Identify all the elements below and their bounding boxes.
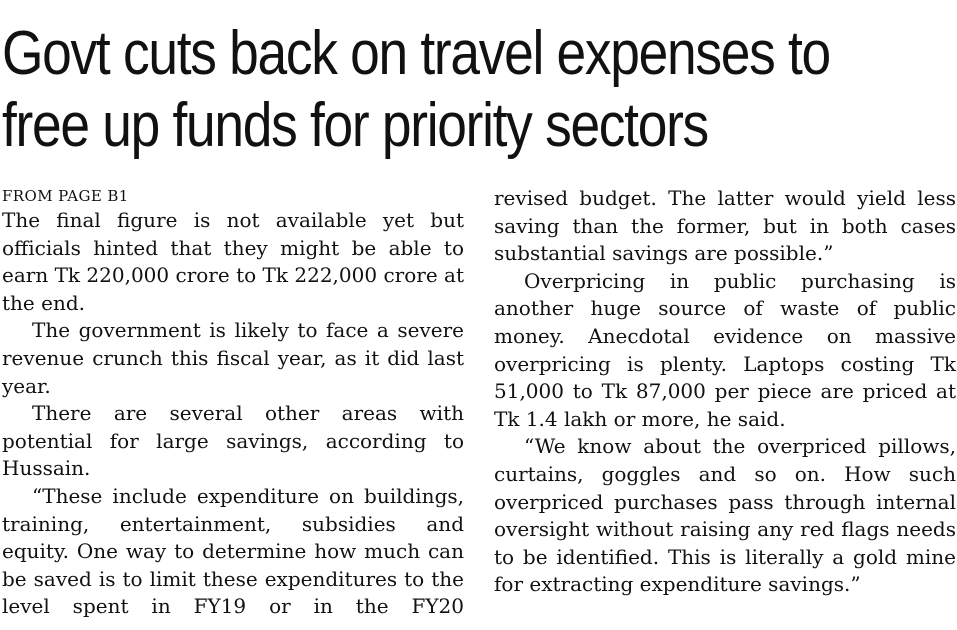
paragraph: “We know about the overpriced pillows, curtains, goggles and so on. How such overpriced purchases pass through internal oversight without raising any red flags needs to be identified. This is literally a gold mine for extracting expenditure savings.” xyxy=(494,434,956,597)
article-column-left xyxy=(2,185,464,621)
article-column-right xyxy=(494,185,956,599)
paragraph: The government is likely to face a severe revenue crunch this fiscal year, as it did last year. xyxy=(2,318,464,398)
headline-line-2: free up funds for priority sectors xyxy=(2,91,708,160)
paragraph: The final figure is not available yet but officials hinted that they might be able to earn Tk 220,000 crore to Tk 222,000 crore at the end. xyxy=(2,208,464,315)
paragraph: There are several other areas with potential for large savings, according to Hussain. xyxy=(2,401,464,481)
paragraph: revised budget. The latter would yield less saving than the former, but in both cases substantial savings are possible.” xyxy=(494,186,956,266)
headline-line-1: Govt cuts back on travel expenses to xyxy=(2,19,830,88)
paragraph: Overpricing in public purchasing is another huge source of waste of public money. Anecdotal evidence on massive overpricing is plenty. Laptops costing Tk 51,000 to Tk 87,000 per piece are priced at Tk 1.4 lakh or more, he said. xyxy=(494,268,956,431)
paragraph: “These include expenditure on buildings, training, entertainment, subsidies and equity. One way to determine how much can be saved is to limit these expenditures to the level spent in FY19 or in the FY20 xyxy=(2,483,464,619)
headline xyxy=(2,18,830,162)
continuation-kicker: FROM PAGE B1 xyxy=(2,187,129,205)
